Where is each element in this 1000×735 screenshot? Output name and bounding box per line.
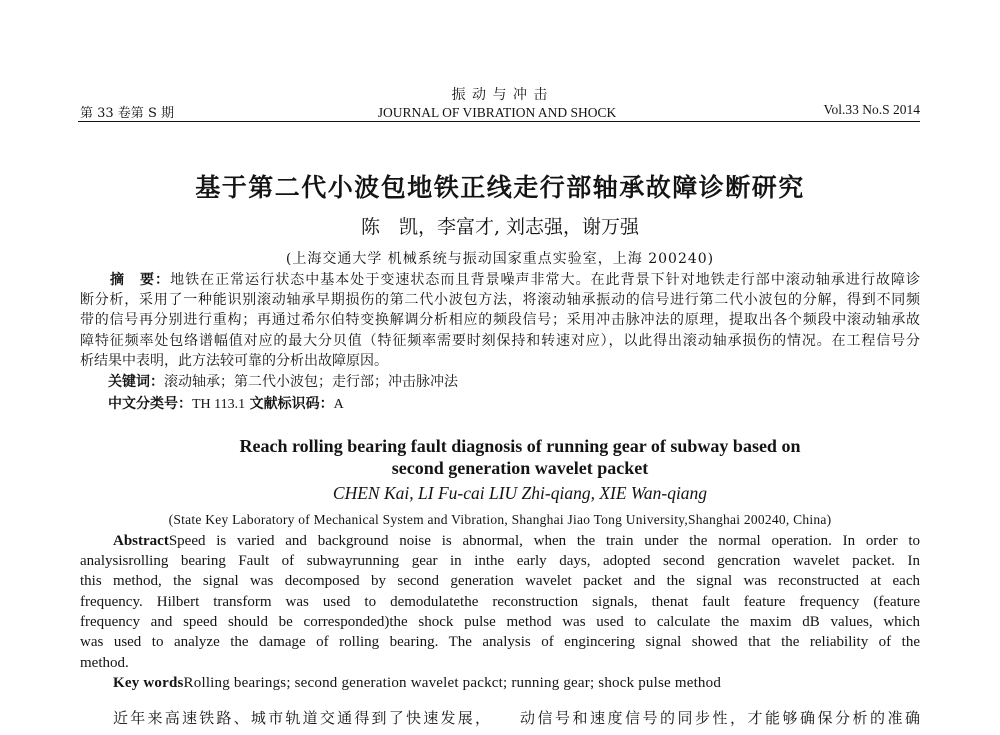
keywords-en bbox=[113, 673, 721, 693]
affiliation-en: (State Key Laboratory of Mechanical System and Vibration, Shanghai Jiao Tong University,Shanghai 200240, China) bbox=[168, 512, 832, 527]
abstract-en-line: analysisrolling bearing Fault of subwayrunning gear in inthe early days, adopted second gencration wavelet packet. In bbox=[80, 553, 920, 569]
clc-value: TH 113.1 bbox=[192, 397, 246, 412]
abstract-cn-line: 障特征频率处包络谱幅值对应的最大分贝值（特征频率需要时刻保持和转速对应），以此得出滚动轴承损伤的情况。在工程信号分 bbox=[80, 333, 920, 349]
keywords-cn bbox=[108, 372, 458, 392]
clc-label: 中文分类号： bbox=[108, 396, 192, 412]
abstract-en-text: Speed is varied and background noise is abnormal, when the train under the normal operation. In order to bbox=[168, 533, 920, 549]
header-rule bbox=[78, 121, 920, 122]
classification-cn bbox=[108, 394, 344, 415]
journal-name-en: JOURNAL OF VIBRATION AND SHOCK bbox=[377, 105, 617, 120]
abstract-en-line: was used to analyze the damage of rolling bearing. The analysis of engincering signal showed that the reliability of the bbox=[80, 634, 920, 650]
abstract-en-line: frequency. Hilbert transform was used to demodulatethe reconstruction signals, thenat fault feature frequency (feature bbox=[80, 594, 920, 610]
volume-issue-cn: 第 33 卷第 S 期 bbox=[80, 106, 174, 121]
paper-title-cn: 基于第二代小波包地铁正线走行部轴承故障诊断研究 bbox=[195, 173, 805, 202]
abstract-cn-line: 断分析，采用了一种能识别滚动轴承早期损伤的第二代小波包方法，将滚动轴承振动的信号进行第二代小波包的分解，得到不同频 bbox=[80, 292, 920, 308]
abstract-cn-line: 带的信号再分别进行重构；再通过希尔伯特变换解调分析相应的频段信号；采用冲击脉冲法的原理，提取出各个频段中滚动轴承故 bbox=[80, 312, 920, 328]
abstract-en-line: this method, the signal was decomposed by second generation wavelet packet and the signal was reconstructed at each bbox=[80, 573, 920, 589]
doc-code-label: 文献标识码： bbox=[249, 396, 334, 412]
doc-code-value: A bbox=[333, 397, 344, 412]
abstract-cn-label: 摘 要： bbox=[110, 272, 171, 288]
abstract-cn-text: 地铁在正常运行状态中基本处于变速状态而且背景噪声非常大。在此背景下针对地铁走行部中滚动轴承进行故障诊 bbox=[170, 272, 920, 288]
paper-title-en-line: second generation wavelet packet bbox=[391, 458, 649, 478]
keywords-en-label: Key words bbox=[113, 675, 184, 691]
abstract-en-line: frequency and speed should be corresponded)the shock pulse method was used to calculate the maxim dB values, which bbox=[80, 614, 920, 630]
affiliation-cn: (上海交通大学 机械系统与振动国家重点实验室，上海 200240) bbox=[285, 251, 715, 267]
authors-en: CHEN Kai, LI Fu-cai LIU Zhi-qiang, XIE Wan-qiang bbox=[332, 483, 708, 503]
abstract-en-line bbox=[113, 531, 920, 551]
abstract-cn-line bbox=[110, 270, 920, 290]
authors-cn: 陈 凯，李富才, 刘志强，谢万强 bbox=[360, 216, 640, 238]
body-text-right-column: 动信号和速度信号的同步性，才能够确保分析的准确 bbox=[520, 709, 920, 727]
abstract-cn-line: 析结果中表明，此方法较可靠的分析出故障原因。 bbox=[80, 353, 388, 369]
keywords-en-text: Rolling bearings; second generation wavelet packct; running gear; shock pulse method bbox=[183, 675, 722, 691]
volume-issue-en: Vol.33 No.S 2014 bbox=[823, 102, 920, 117]
journal-name-cn: 振 动 与 冲 击 bbox=[451, 87, 549, 103]
abstract-en-label: Abstract bbox=[113, 533, 169, 549]
paper-title-en-line: Reach rolling bearing fault diagnosis of running gear of subway based on bbox=[239, 436, 801, 456]
keywords-cn-text: 滚动轴承；第二代小波包；走行部；冲击脉冲法 bbox=[164, 374, 458, 390]
body-text-left-column: 近年来高速铁路、城市轨道交通得到了快速发展， bbox=[113, 709, 490, 727]
abstract-en-line: method. bbox=[80, 655, 129, 671]
keywords-cn-label: 关键词： bbox=[108, 374, 164, 390]
